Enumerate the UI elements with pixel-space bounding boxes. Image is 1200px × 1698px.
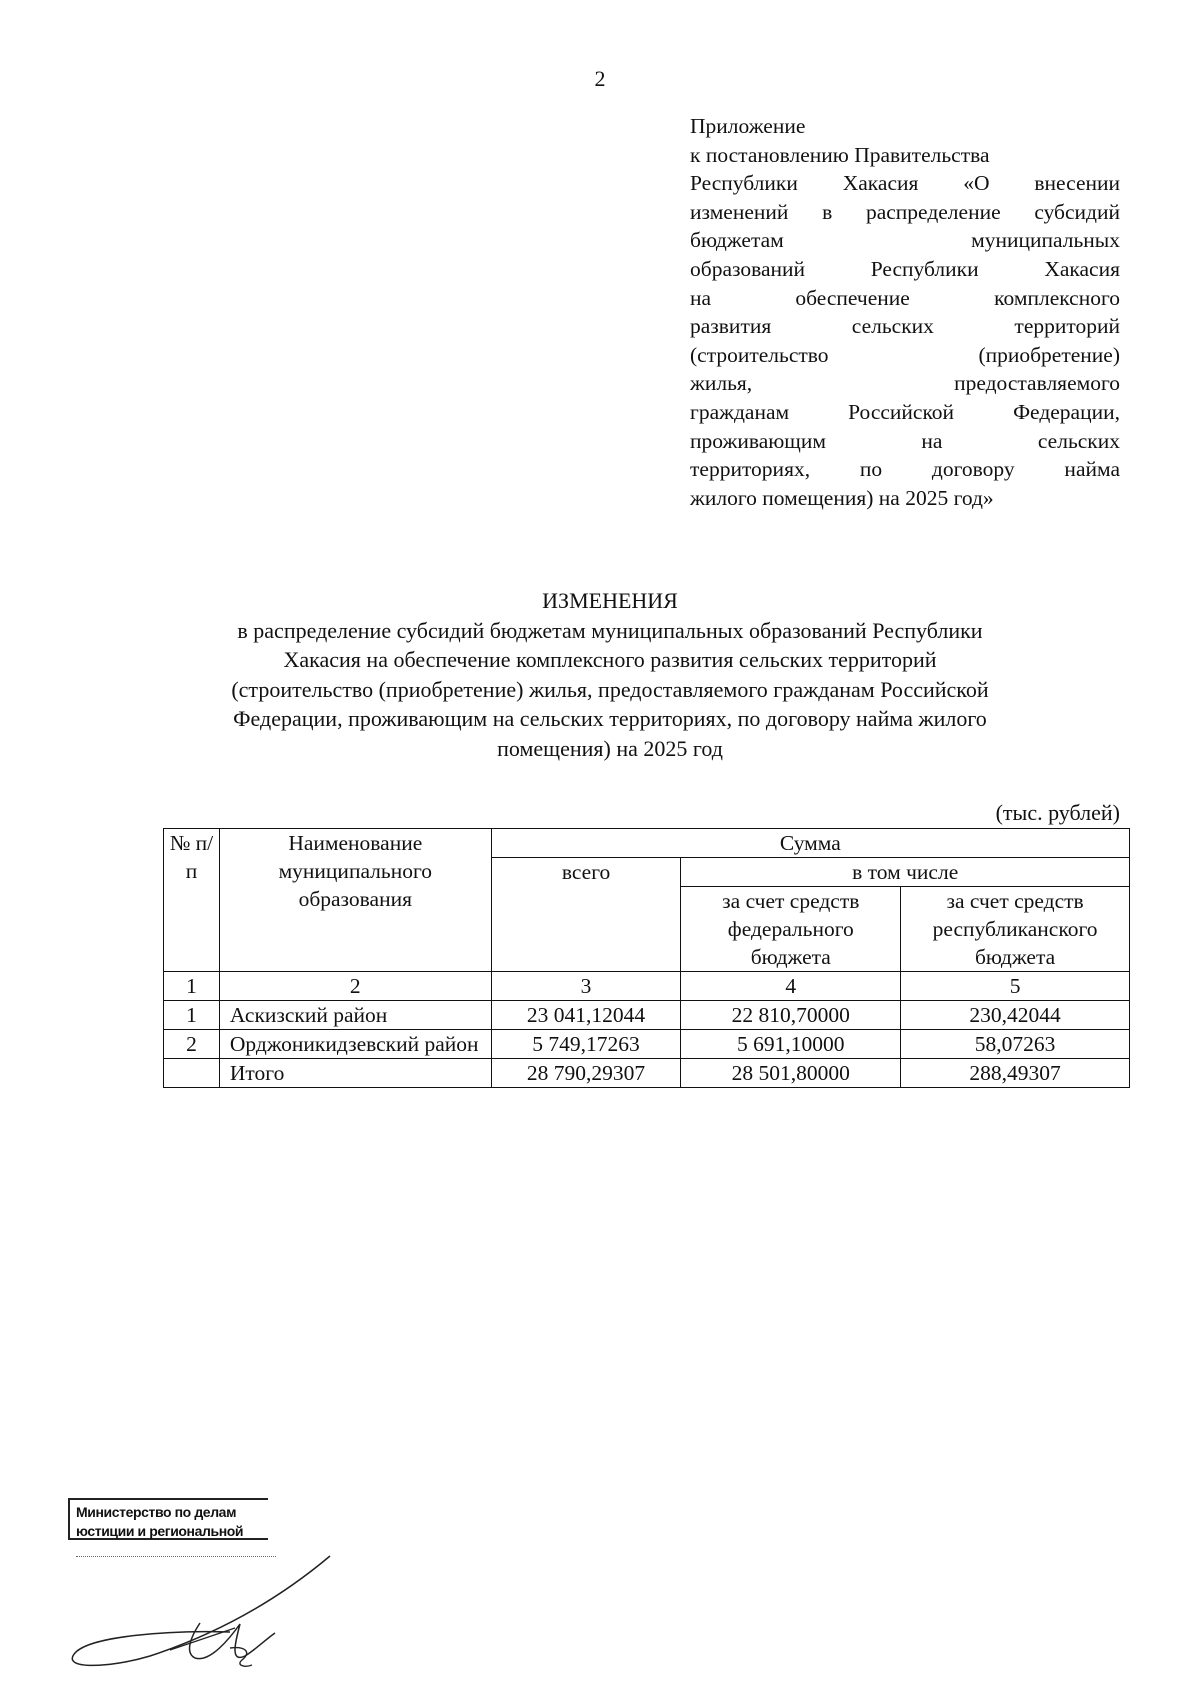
header-including: в том числе bbox=[681, 858, 1130, 887]
appendix-line: (строительство (приобретение) bbox=[690, 342, 1120, 367]
row-name: Орджоникидзевский район bbox=[219, 1030, 491, 1059]
appendix-header bbox=[690, 112, 1120, 512]
row-federal: 5 691,10000 bbox=[681, 1030, 901, 1059]
row-republic: 58,07263 bbox=[901, 1030, 1130, 1059]
document-subtitle-line: Федерации, проживающим на сельских территориях, по договору найма жилого bbox=[233, 706, 987, 731]
subsidy-table bbox=[163, 828, 1130, 1088]
appendix-line: к постановлению Правительства bbox=[690, 142, 990, 167]
appendix-line: на обеспечение комплексного bbox=[690, 285, 1120, 310]
row-total: 23 041,12044 bbox=[491, 1001, 681, 1030]
table-row bbox=[164, 1030, 1130, 1059]
table-row bbox=[164, 1001, 1130, 1030]
totals-num-empty bbox=[164, 1059, 220, 1088]
column-number: 4 bbox=[681, 972, 901, 1001]
document-title-block bbox=[120, 586, 1100, 763]
totals-label: Итого bbox=[219, 1059, 491, 1088]
appendix-line: изменений в распределение субсидий bbox=[690, 199, 1120, 224]
stamp-line: юстиции и региональной bbox=[76, 1523, 244, 1539]
row-num: 1 bbox=[164, 1001, 220, 1030]
signature-graphic bbox=[30, 1528, 350, 1678]
document-title: ИЗМЕНЕНИЯ bbox=[542, 588, 678, 613]
row-num: 2 bbox=[164, 1030, 220, 1059]
header-name: Наименование муниципального образования bbox=[219, 829, 491, 972]
row-federal: 22 810,70000 bbox=[681, 1001, 901, 1030]
header-num: № п/п bbox=[164, 829, 220, 972]
appendix-line: Приложение bbox=[690, 114, 806, 138]
document-subtitle-line: (строительство (приобретение) жилья, предоставляемого гражданам Российской bbox=[231, 676, 989, 702]
header-sum: Сумма bbox=[491, 829, 1129, 858]
document-subtitle-line: в распределение субсидий бюджетам муниципальных образований Республики bbox=[237, 617, 983, 643]
appendix-line: бюджетам муниципальных bbox=[690, 228, 1120, 253]
row-total: 5 749,17263 bbox=[491, 1030, 681, 1059]
row-name: Аскизский район bbox=[219, 1001, 491, 1030]
appendix-line: гражданам Российской Федерации, bbox=[690, 399, 1120, 424]
table-header-row bbox=[164, 829, 1130, 858]
stamp-line: Министерство по делам bbox=[76, 1504, 237, 1520]
appendix-line: развития сельских территорий bbox=[690, 314, 1120, 339]
header-federal: за счет средств федерального бюджета bbox=[681, 887, 901, 972]
column-number: 2 bbox=[219, 972, 491, 1001]
totals-republic: 288,49307 bbox=[901, 1059, 1130, 1088]
appendix-line: Республики Хакасия «О внесении bbox=[690, 171, 1120, 196]
totals-row bbox=[164, 1059, 1130, 1088]
appendix-line: жилого помещения) на 2025 год» bbox=[690, 485, 994, 510]
header-total: всего bbox=[491, 858, 681, 972]
column-number: 1 bbox=[164, 972, 220, 1001]
page-number: 2 bbox=[594, 66, 606, 91]
appendix-line: образований Республики Хакасия bbox=[690, 256, 1120, 281]
row-republic: 230,42044 bbox=[901, 1001, 1130, 1030]
totals-federal: 28 501,80000 bbox=[681, 1059, 901, 1088]
header-republic: за счет средств республиканского бюджета bbox=[901, 887, 1130, 972]
document-subtitle-line: Хакасия на обеспечение комплексного развития сельских территорий bbox=[283, 647, 937, 672]
totals-total: 28 790,29307 bbox=[491, 1059, 681, 1088]
column-number-row bbox=[164, 972, 1130, 1001]
document-subtitle-line: помещения) на 2025 год bbox=[497, 735, 723, 761]
column-number: 5 bbox=[901, 972, 1130, 1001]
appendix-line: жилья, предоставляемого bbox=[690, 371, 1120, 396]
units-label: (тыс. рублей) bbox=[995, 800, 1120, 825]
column-number: 3 bbox=[491, 972, 681, 1001]
appendix-line: проживающим на сельских bbox=[690, 428, 1120, 453]
appendix-line: территориях, по договору найма bbox=[690, 457, 1120, 482]
